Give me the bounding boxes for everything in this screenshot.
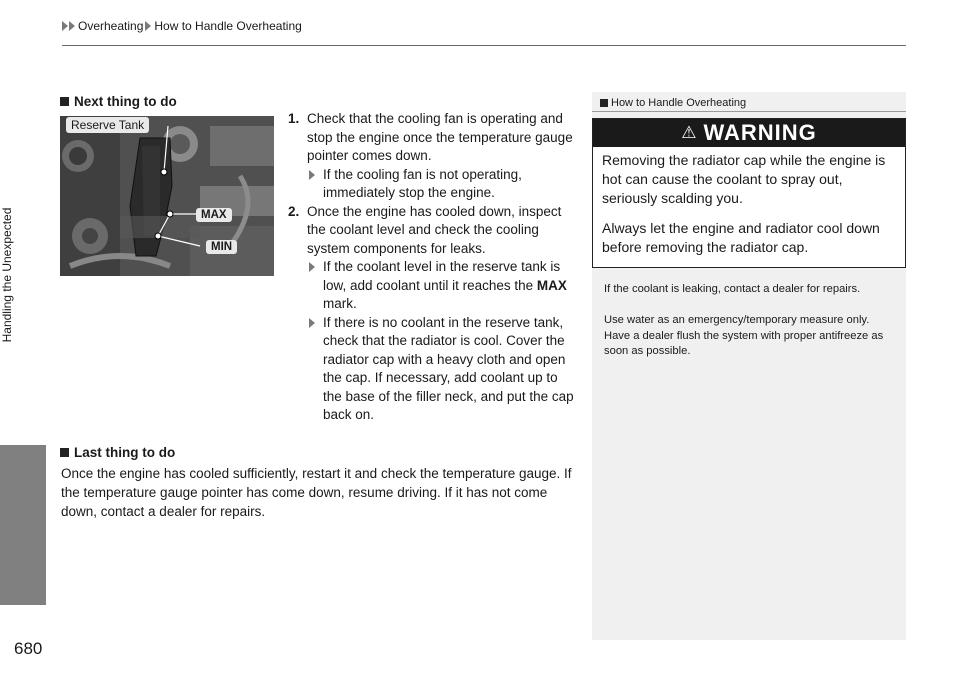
step-text: Once the engine has cooled down, inspect the coolant level and check the cooling system components for leaks.: [307, 203, 562, 256]
min-mark-label: MIN: [206, 240, 237, 254]
warning-text-1: Removing the radiator cap while the engine is hot can cause the coolant to spray out, seriously scalding you.: [602, 152, 886, 206]
reference-icon: [600, 99, 608, 107]
section-heading-last: [60, 445, 175, 460]
step-text: Check that the cooling fan is operating and stop the engine once the temperature gauge pointer comes down.: [307, 111, 573, 163]
square-bullet-icon: [60, 448, 69, 457]
engine-bay-image: [60, 116, 274, 276]
note-paragraph-2: Use water as an emergency/temporary measure only. Have a dealer flush the system with proper antifreeze as soon as possible.: [604, 314, 884, 357]
step-number: 1.: [288, 111, 300, 126]
breadcrumb-link-overheating[interactable]: Overheating: [78, 19, 144, 33]
procedure-steps: [287, 110, 579, 425]
step-note-text: If the cooling fan is not operating, immediately stop the engine.: [323, 166, 522, 200]
note-arrow-icon: [309, 262, 315, 272]
last-section-paragraph: Once the engine has cooled sufficiently, restart it and check the temperature gauge. If the temperature gauge pointer has come down, resume driving. If it has not come down, contact a dealer for repairs.: [61, 466, 572, 519]
note-arrow-icon: [309, 318, 315, 328]
breadcrumb: [62, 19, 302, 33]
chapter-tab-marker: [0, 445, 46, 605]
step-number: 2.: [288, 203, 300, 219]
notes-title: [600, 97, 746, 109]
square-bullet-icon: [60, 97, 69, 106]
step-note-text: If there is no coolant in the reserve tank, check that the radiator is cool. Cover the radiator cap with a heavy cloth and open the cap. If necessary, add coolant up to the base of the filler neck, and put the cap back on.: [323, 314, 574, 422]
warning-triangle-icon: ⚠: [681, 123, 698, 142]
notes-divider: [592, 111, 906, 112]
max-mark-word: MAX: [536, 277, 567, 293]
section-heading-last-text: Last thing to do: [74, 445, 176, 460]
note-arrow-icon: [309, 170, 315, 180]
notes-title-text: How to Handle Overheating: [611, 97, 747, 109]
chapter-side-label: [0, 60, 14, 490]
max-mark-label: MAX: [196, 208, 232, 222]
step-note-text: If the coolant level in the reserve tank is low, add coolant until it reaches the: [323, 259, 561, 293]
step-note: [307, 166, 579, 203]
chapter-title: Handling the Unexpected: [0, 207, 14, 343]
section-heading-next-text: Next thing to do: [74, 94, 177, 109]
note-paragraph-1: If the coolant is leaking, contact a dealer for repairs.: [604, 283, 861, 295]
step-note: [307, 258, 579, 314]
warning-text-2: Always let the engine and radiator cool down before removing the radiator cap.: [602, 220, 880, 255]
step-note-text-end: mark.: [323, 296, 357, 311]
header-divider: [62, 45, 906, 46]
breadcrumb-arrow-icon: [145, 21, 151, 31]
breadcrumb-link-how-to-handle[interactable]: How to Handle Overheating: [154, 19, 302, 33]
engine-bay-illustration: [60, 116, 274, 276]
breadcrumb-arrow-icon: [62, 21, 68, 31]
reserve-tank-label: Reserve Tank: [66, 117, 149, 133]
warning-header: [593, 119, 905, 147]
page-number: 680: [14, 639, 43, 658]
step-1: [287, 110, 579, 203]
warning-label: WARNING: [703, 120, 817, 145]
step-note: [307, 314, 579, 425]
step-2: [287, 203, 579, 425]
breadcrumb-arrow-icon: [69, 21, 75, 31]
section-heading-next: [60, 94, 177, 109]
